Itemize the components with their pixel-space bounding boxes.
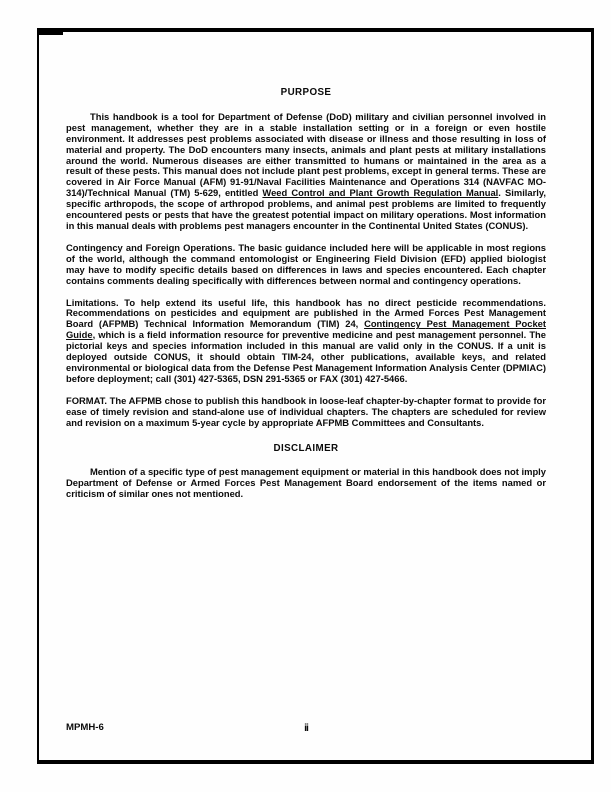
purpose-p1-text-end: . Similarly, specific arthropods, the scope of arthropod problems, and animal pest problems are limited to frequently encountered pests or pests that have the greatest potential impact on military operations. Most information in this manual deals with problems pest managers encounter in the Continental United States (CONUS). <box>66 187 546 231</box>
document-id: MPMH-6 <box>66 722 104 733</box>
page-number: ii <box>304 722 308 734</box>
contingency-operations-paragraph <box>66 243 546 287</box>
scan-corner-mark <box>37 28 63 35</box>
page-footer <box>66 722 546 736</box>
limitations-text-start: To help extend its useful life, this handbook has no direct pesticide recommendations. Recommendations on pesticides and equipment are published in the Armed Forces Pest Management Board (AFPMB) Technical Information Memorandum (TIM) 24, <box>66 296 546 330</box>
format-body-text: The AFPMB chose to publish this handbook in loose-leaf chapter-by-chapter format to provide for ease of timely revision and stand-alone use of individual chapters. The chapters are scheduled for review and revision on a maximum 5-year cycle by appropriate AFPMB Committees and Consultants. <box>66 394 546 428</box>
format-lead-in: FORMAT. <box>66 394 107 406</box>
format-paragraph <box>66 396 546 429</box>
limitations-text-end: , which is a field information resource for preventive medicine and pest management personnel. The pictorial keys and species information included in this manual are valid only in the CONUS. If a unit is deployed outside CONUS, it should obtain TIM-24, other publications, available keys, and related environmental or biological data from the Defense Pest Management Information Analysis Center (DPMIAC) before deployment; call (301) 427-5365, DSN 291-5365 or FAX (301) 427-5466. <box>66 329 546 384</box>
purpose-p1-manual-title-underlined: Weed Control and Plant Growth Regulation Manual <box>262 187 499 199</box>
contingency-lead-in: Contingency and Foreign Operations. <box>66 241 236 253</box>
disclaimer-paragraph: Mention of a specific type of pest management equipment or material in this handbook does not imply Department of Defense or Armed Forces Pest Management Board endorsement of the items named or criticism of similar ones not mentioned. <box>66 466 546 500</box>
purpose-p1-text-start: This handbook is a tool for Department of Defense (DoD) military and civilian personnel involved in pest management, whether they are in a stable installation setting or in a foreign or even hostile environment. It addresses pest problems associated with disease or illness and those resulting in loss of material and property. The DoD encounters many insects, animals and plant pests at military installations around the world. Numerous diseases are either transmitted to humans or maintained in the area as a result of these pests. This manual does not include plant pest problems, except in general terms. These are covered in Air Force Manual (AFM) 91-91/Naval Facilities Maintenance and Operations 314 (NAVFAC MO-314)/Technical Manual (TM) 5-629, entitled <box>66 110 546 199</box>
contingency-body-text: The basic guidance included here will be applicable in most regions of the world, although the command entomologist or Engineering Field Division (EFD) applied biologist may have to modify specific details based on differences in laws and species encountered. Each chapter contains comments dealing specifically with differences between normal and contingency operations. <box>66 241 546 286</box>
disclaimer-heading: DISCLAIMER <box>273 443 339 455</box>
limitations-lead-in: Limitations. <box>66 296 119 308</box>
limitations-guide-title-underlined: Contingency Pest Management Pocket Guide <box>66 318 546 341</box>
purpose-paragraph-1 <box>66 112 546 232</box>
purpose-heading: PURPOSE <box>280 87 332 98</box>
limitations-paragraph <box>66 298 546 385</box>
page-content <box>66 88 546 511</box>
